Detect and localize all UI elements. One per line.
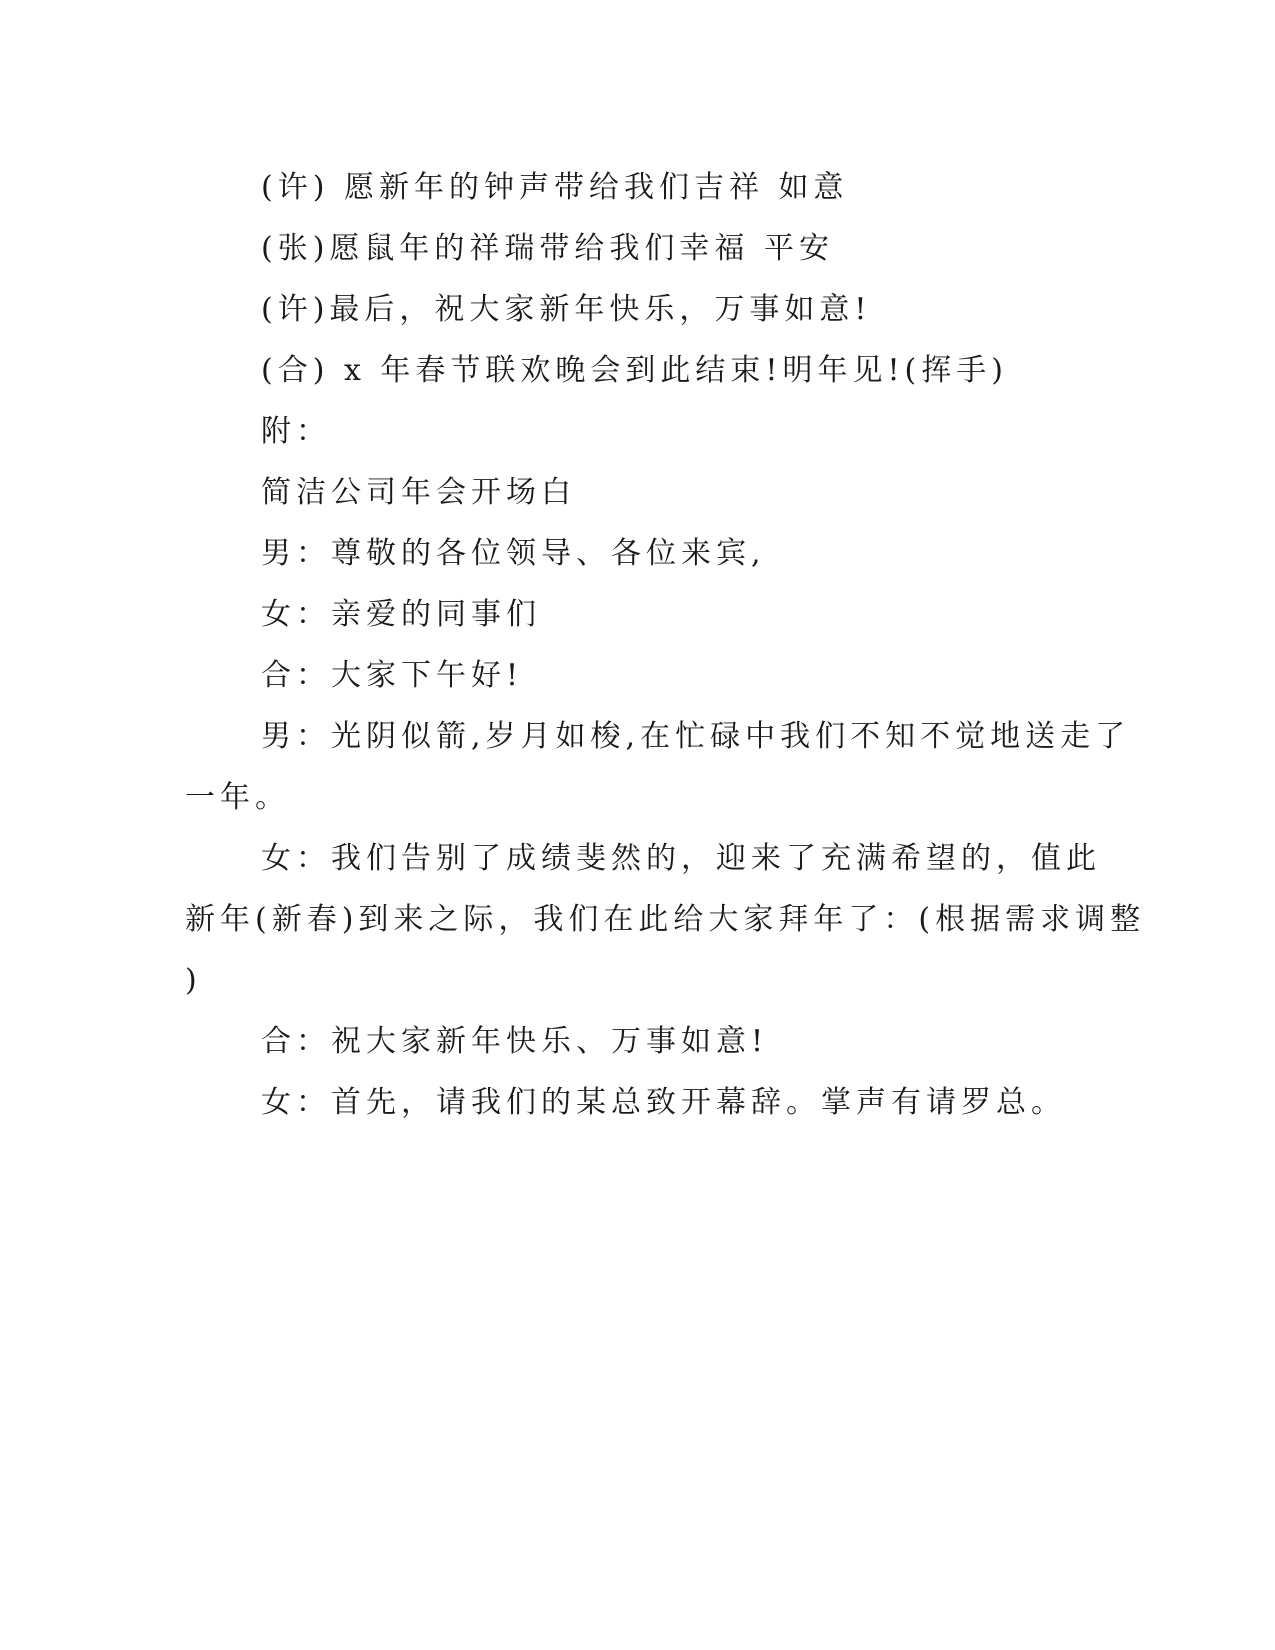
paragraph-line: (许) 愿新年的钟声带给我们吉祥 如意 [261,170,849,205]
paragraph-line: (许)最后，祝大家新年快乐，万事如意! [261,292,872,327]
paragraph-line: 男：光阴似箭,岁月如梭,在忙碌中我们不知不觉地送走了 [261,719,1131,754]
paragraph-line: 女：我们告别了成绩斐然的，迎来了充满希望的，值此 [261,841,1101,876]
paragraph-line: (合) x 年春节联欢晚会到此结束!明年见!(挥手) [261,353,1008,388]
paragraph-line: 男：尊敬的各位领导、各位来宾, [261,536,766,571]
paragraph-line: 女：亲爱的同事们 [261,597,541,632]
paragraph-line: 女：首先，请我们的某总致开幕辞。掌声有请罗总。 [261,1085,1066,1120]
document-body [185,157,1146,1133]
appendix-label: 附： [261,414,331,449]
paragraph-line: (张)愿鼠年的祥瑞带给我们幸福 平安 [261,231,834,266]
paragraph-line: 合：祝大家新年快乐、万事如意! [261,1024,769,1059]
section-title: 简洁公司年会开场白 [261,475,576,510]
paragraph-continuation: ) [185,963,202,998]
paragraph-continuation: 一年。 [185,780,290,815]
paragraph-continuation: 新年(新春)到来之际，我们在此给大家拜年了：(根据需求调整 [185,902,1146,937]
paragraph-line: 合：大家下午好! [261,658,524,693]
